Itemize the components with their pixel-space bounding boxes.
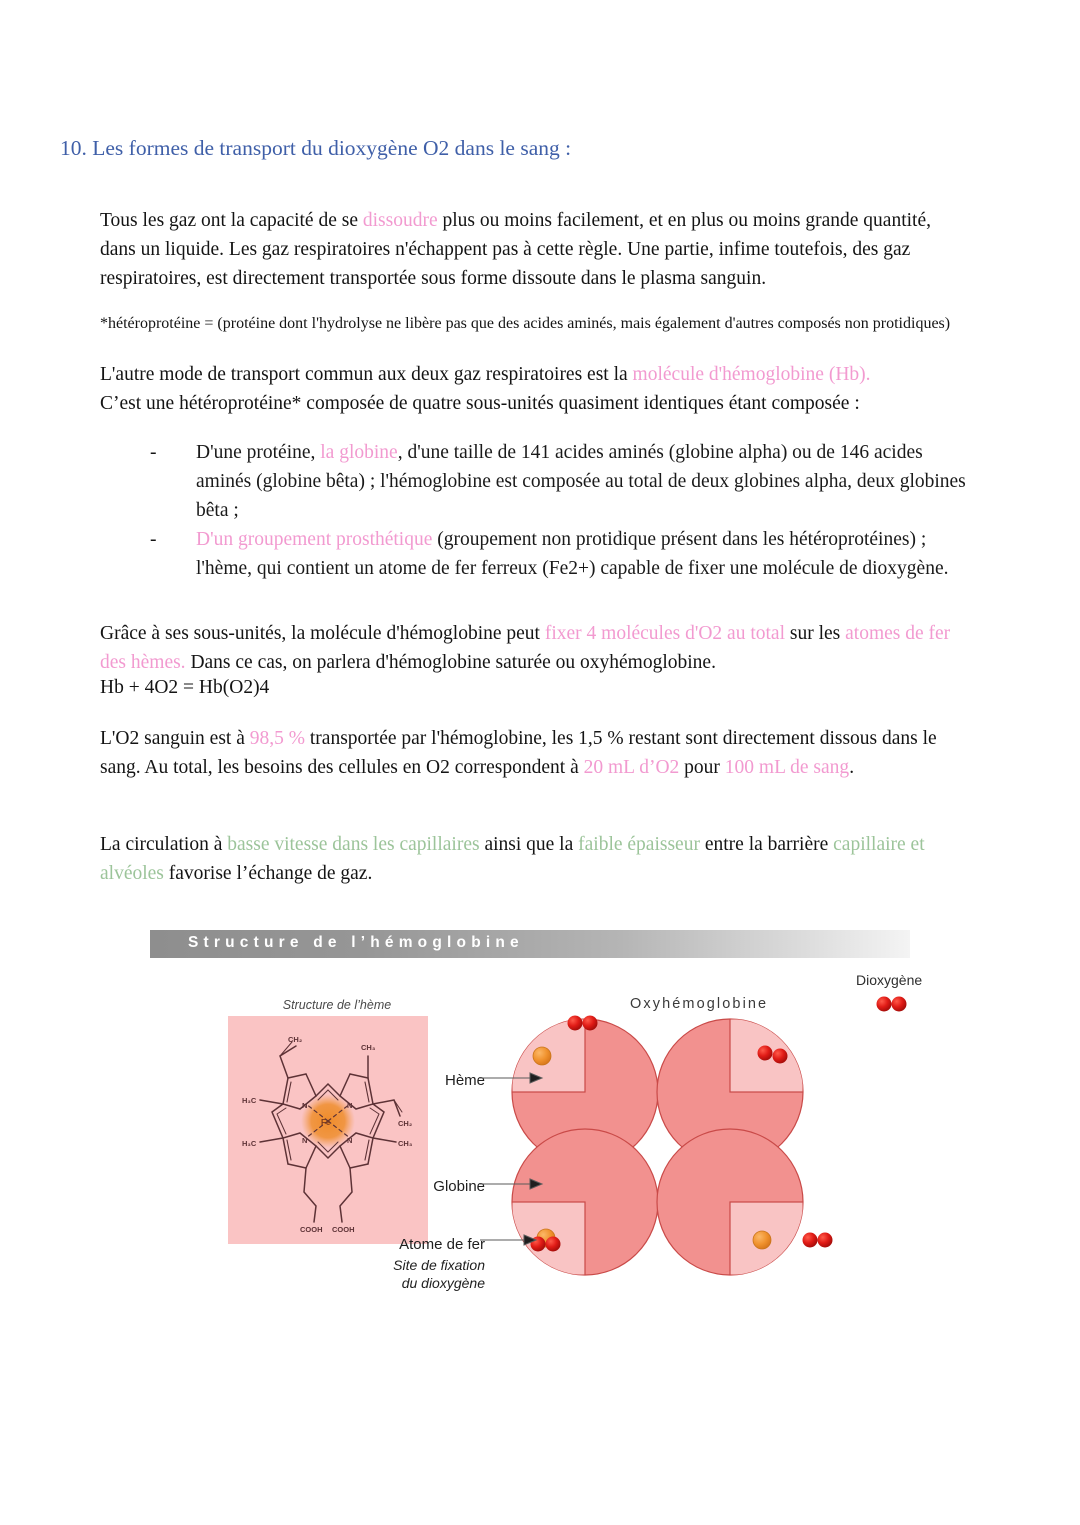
heme-label-fe: Fe [321,1118,331,1127]
heme-label-ch2-top: CH₂ [288,1035,303,1044]
list-item-text [196,525,980,583]
highlight-la-globine: la globine [320,442,398,463]
oxyhemoglobin-title: Oxyhémoglobine [630,996,769,1012]
composition-list [150,438,980,583]
heme-label-cooh-left: COOH [300,1225,323,1234]
paragraph-4-seg-c: transportée par l'hémoglobine, les 1,5 % restant sont directement dissous dans le sang. Au total, les besoins des cellules en O2 correspondent à [100,728,937,778]
list-item-text [196,438,980,525]
label-globine: Globine [433,1178,485,1195]
label-binding-site-line1: Site de fixation [393,1257,485,1273]
heme-figure-caption: Structure de l’hème [282,998,392,1012]
highlight-100ml-sang: 100 mL de sang [724,757,850,778]
equation-hemoglobine [100,673,980,702]
paragraph-3-seg-a: Grâce à ses sous-unités, la molécule d'hémoglobine peut [100,623,545,644]
paragraph-3-seg-e: Dans ce cas, on parlera d'hémoglobine saturée ou oxyhémoglobine. [185,652,716,673]
paragraph-4-seg-g: . [849,757,855,778]
label-heme: Hème [444,1072,485,1089]
footnote-text: *hétéroprotéine = (protéine dont l'hydrolyse ne libère pas que des acides aminés, mais également d'autres composés non protidiques) [100,315,951,332]
heme-label-n-bottomright: N [347,1136,353,1145]
oxygen-molecule-free-bottom-right [803,1233,833,1248]
paragraph-hemoglobine [100,360,980,389]
globin-subunit-bottom-right [657,1129,833,1275]
page-title [60,136,571,161]
paragraph-3-seg-c: sur les [785,623,846,644]
paragraph-1-seg-c: plus ou moins facilement, et en plus ou moins grande quantité, dans un liquide. Les gaz respiratoires n'échappent pas à cette règle. Une partie, infime toutefois, des gaz respiratoires, est directement transportée sous forme dissoute dans le plasma sanguin. [100,210,931,289]
highlight-groupement-prosthetique: D'un groupement prosthétique [196,529,433,550]
highlight-faible-epaisseur: faible épaisseur [578,834,700,855]
paragraph-5-seg-c: ainsi que la [479,834,579,855]
heme-molecule-diagram [228,1016,428,1244]
figure-structure-hemoglobine [150,930,930,1290]
list-item [150,525,980,583]
footnote-heteroproteine [100,312,960,336]
heme-label-h3c-lowerleft: H₃C [242,1139,257,1148]
paragraph-5-seg-a: La circulation à [100,834,228,855]
paragraph-5-seg-e: entre la barrière [699,834,834,855]
heme-label-ch3-topright: CH₃ [361,1043,376,1052]
paragraph-5-seg-g: favorise l’échange de gaz. [163,863,373,884]
highlight-molecule-hemoglobine: molécule d'hémoglobine (Hb). [632,364,871,385]
heme-label-n-topright: N [347,1101,353,1110]
label-atome-de-fer: Atome de fer [399,1236,485,1253]
paragraph-2-seg-a: L'autre mode de transport commun aux deux gaz respiratoires est la [100,364,633,385]
dioxygen-legend-icon [872,994,912,1014]
heme-label-ch2-right: CH₂ [398,1119,413,1128]
heme-label-ch3-lowerright: CH₃ [398,1139,413,1148]
paragraph-1-seg-a: Tous les gaz ont la capacité de se [100,210,363,231]
bullet-1-seg-a: D'une protéine, [196,442,321,463]
iron-atom-top-left [533,1047,551,1065]
heme-label-n-bottomleft: N [302,1136,308,1145]
label-binding-site [315,1256,485,1292]
bullet-1-seg-c: , d'une taille de 141 acides aminés (globine alpha) ou de 146 acides aminés (globine bêta) ; l'hémoglobine est composée au total de deux globines alpha, deux globines bêta ; [196,442,966,521]
heme-label-h3c-upperleft: H₃C [242,1096,257,1105]
label-binding-site-line2: du dioxygène [401,1275,485,1291]
paragraph-o2-sanguin [100,724,980,782]
iron-atom-bottom-right [753,1231,771,1249]
highlight-985-percent: 98,5 % [249,728,305,749]
paragraph-circulation [100,830,980,888]
figure-banner-title: Structure de l’hémoglobine [188,934,524,951]
paragraph-fixation-o2 [100,619,980,677]
highlight-dissoudre: dissoudre [362,210,438,231]
paragraph-dissolution [100,206,960,293]
bullet-marker: - [150,442,157,463]
bullet-2-seg-c: (groupement non protidique présent dans les hétéroprotéines) ; l'hème, qui contient un atome de fer ferreux (Fe2+) capable de fixer une molécule de dioxygène. [196,529,949,579]
paragraph-heteroproteine-composition [100,389,980,418]
highlight-20ml-o2: 20 mL d’O2 [583,757,680,778]
dioxygen-legend-label: Dioxygène [856,972,923,988]
paragraph-2-line-2: C’est une hétéroprotéine* composée de quatre sous-unités quasiment identiques étant composée : [100,393,860,414]
heme-label-n-topleft: N [302,1101,308,1110]
equation-text: Hb + 4O2 = Hb(O2)4 [100,677,270,698]
heme-structure-panel [228,1016,428,1244]
highlight-basse-vitesse: basse vitesse dans les capillaires [227,834,480,855]
paragraph-4-seg-a: L'O2 sanguin est à [100,728,250,749]
highlight-capillaire-alveoles: capillaire et alvéoles [100,834,925,884]
oxyhemoglobin-diagram [480,1012,930,1282]
heme-label-cooh-right: COOH [332,1225,355,1234]
bullet-marker: - [150,529,157,550]
highlight-atomes-de-fer: atomes de fer des hèmes. [100,623,951,673]
list-item [150,438,980,525]
paragraph-4-seg-e: pour [679,757,725,778]
globin-subunit-bottom-left [512,1129,658,1275]
page-title-text: 10. Les formes de transport du dioxygène O2 dans le sang : [60,136,572,160]
highlight-fixer-4-molecules: fixer 4 molécules d'O2 au total [544,623,785,644]
